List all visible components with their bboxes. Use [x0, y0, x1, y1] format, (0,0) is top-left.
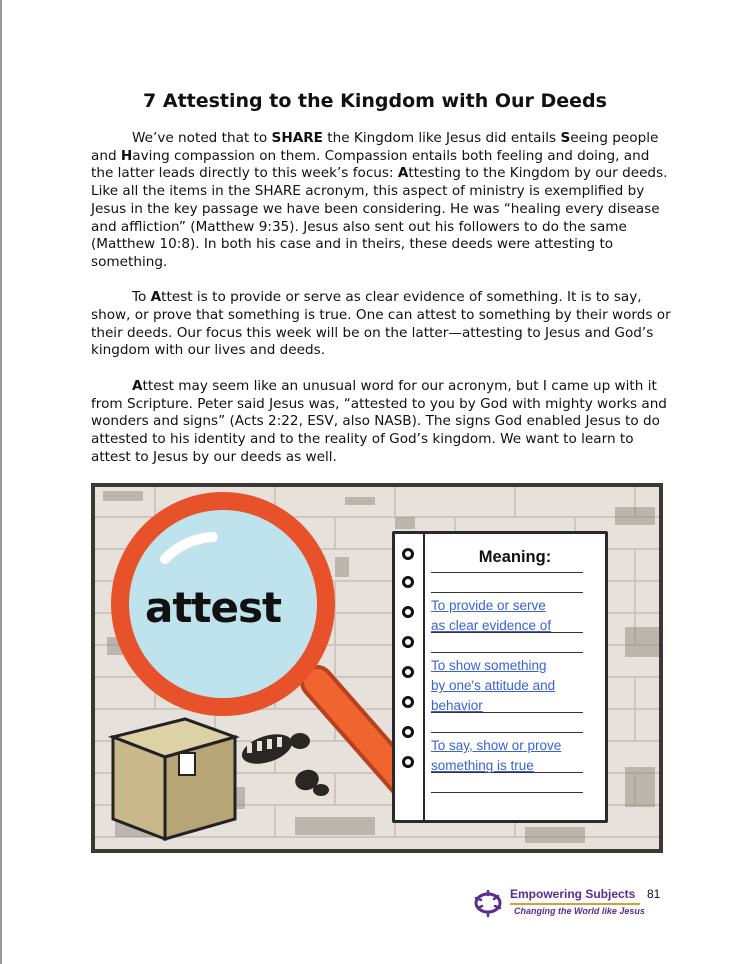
notebook-rule: [431, 652, 583, 653]
footer-tagline: Changing the World like Jesus: [514, 906, 645, 916]
footer-rule: [510, 903, 640, 905]
crown-of-thorns-logo-icon: [472, 886, 504, 918]
text-run: To: [132, 289, 151, 306]
notebook-rule: [431, 732, 583, 733]
text-run: ttest is to provide or serve as clear evidence of something. It is to say, show, or prove that something is true. One can attest to something by their words or their deeds. Our focus this week will be on the latter—attesting to Jesus and God’s kingdom with our lives and deeds.: [91, 289, 671, 359]
binder-hole-icon: [402, 636, 414, 648]
meaning-line: behavior: [431, 698, 483, 713]
text-run: ttesting to the Kingdom by our deeds. Like all the items in the SHARE acronym, this aspect of ministry is exemplified by Jesus in the key passage we have been considering. He was “healing every disease and affliction” (Matthew 9:35). Jesus also sent out his followers to do the same (Matthew 10:8). In both his case and in theirs, these deeds were attesting to something.: [91, 165, 668, 270]
paragraph-3: [91, 378, 671, 467]
paragraph-2: [91, 289, 671, 360]
text-run: We’ve noted that to: [132, 130, 272, 146]
page-number: 81: [647, 887, 661, 901]
text-run: ttest may seem like an unusual word for our acronym, but I came up with it from Scripture. Peter said Jesus was, “attested to you by God with mighty works and wonders and signs” (Acts 2:22, ESV, also NASB). The signs God enabled Jesus to do attested to his identity and to the reality of God’s kingdom. We want to learn to attest to Jesus by our deeds as well.: [91, 377, 667, 465]
binder-hole-icon: [402, 548, 414, 560]
emphasis-letter: A: [150, 289, 162, 306]
meaning-line: To say, show or prove: [431, 738, 562, 753]
notebook-rule: [431, 792, 583, 793]
body-text: [91, 130, 671, 484]
text-run: eeing people and: [91, 130, 659, 164]
meaning-notebook: [392, 531, 608, 823]
notebook-margin-rule: [423, 534, 425, 820]
meaning-line: as clear evidence of: [431, 618, 552, 633]
notebook-title: Meaning:: [478, 548, 552, 566]
chapter-title: 7 Attesting to the Kingdom with Our Deeds: [143, 90, 607, 112]
meaning-line: To provide or serve: [431, 598, 546, 613]
meaning-entry: [431, 596, 601, 636]
emphasis-letter: A: [397, 165, 409, 182]
text-run: the Kingdom like Jesus did entails: [322, 130, 561, 146]
meaning-entry: [431, 736, 601, 776]
binder-hole-icon: [402, 726, 414, 738]
paragraph-1: [91, 130, 671, 272]
binder-hole-icon: [402, 666, 414, 678]
emphasis-share: SHARE: [271, 130, 323, 146]
attest-illustration: [91, 483, 663, 853]
meaning-line: something is true: [431, 758, 534, 773]
binder-hole-icon: [402, 576, 414, 588]
emphasis-letter: A: [132, 377, 143, 394]
magnifier-word: attest: [145, 583, 282, 632]
binder-hole-icon: [402, 606, 414, 618]
notebook-rule: [431, 592, 583, 593]
page-edge-rule: [0, 0, 2, 964]
footer-brand: Empowering Subjects: [510, 887, 636, 901]
text-run: aving compassion on them. Compassion entails both feeling and doing, and the latter leads directly to this week’s focus:: [91, 147, 650, 182]
emphasis-letter: H: [120, 147, 133, 164]
binder-hole-icon: [402, 756, 414, 768]
notebook-rule: [431, 572, 583, 573]
meaning-entry: [431, 656, 601, 716]
emphasis-letter: S: [560, 130, 571, 146]
meaning-line: by one's attitude and: [431, 678, 556, 693]
meaning-line: To show something: [431, 658, 547, 673]
binder-hole-icon: [402, 696, 414, 708]
